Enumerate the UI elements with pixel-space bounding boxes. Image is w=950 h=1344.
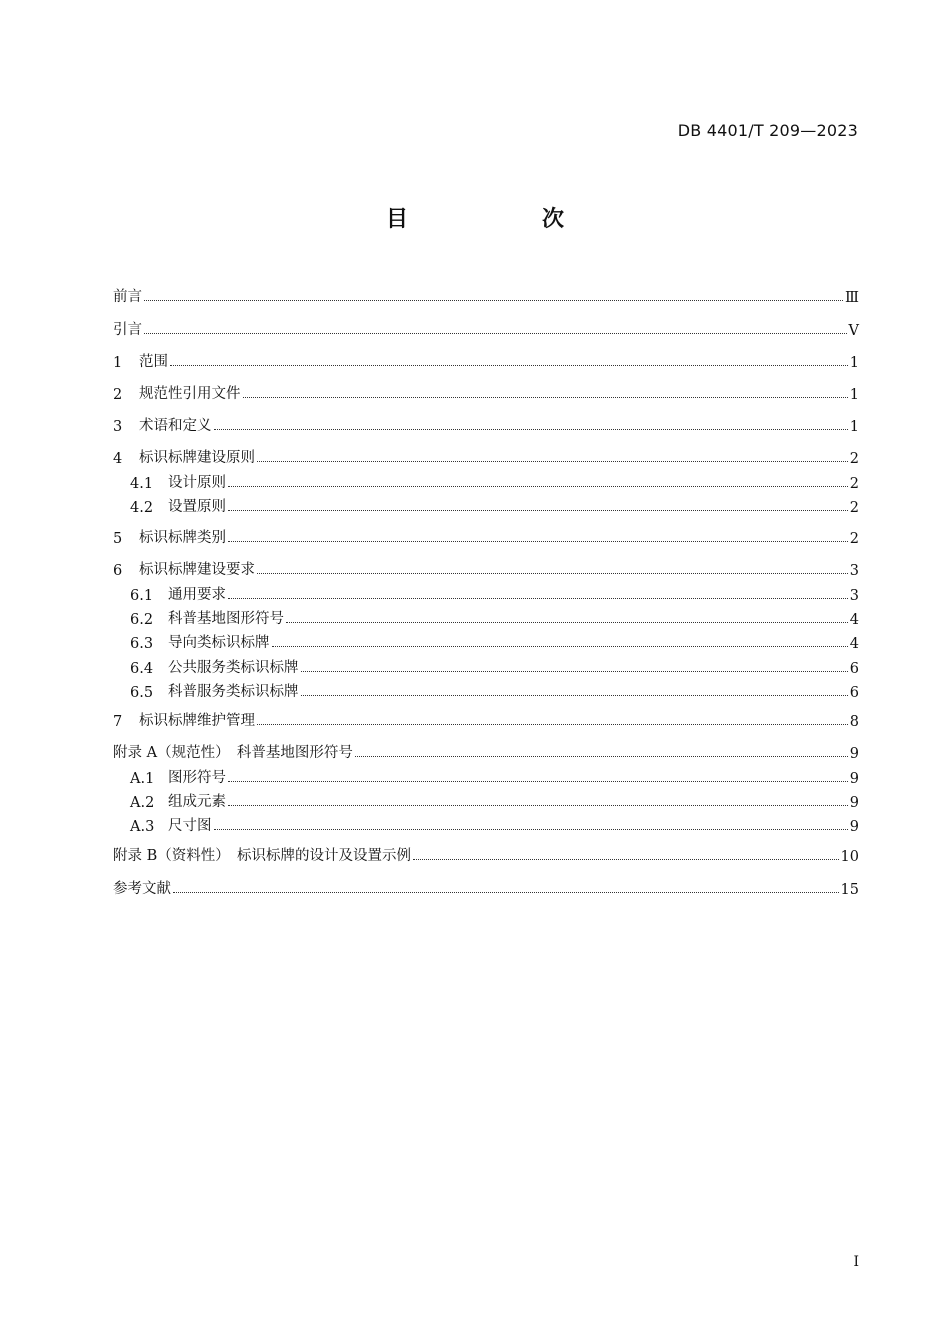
toc-entry[interactable] bbox=[113, 447, 859, 467]
toc-entry[interactable] bbox=[130, 791, 859, 811]
toc-entry[interactable] bbox=[113, 351, 859, 371]
toc-entry-label: 范围 bbox=[139, 354, 168, 370]
toc-dot-leader bbox=[228, 805, 848, 806]
toc-entry[interactable] bbox=[113, 527, 859, 547]
toc-entry-number: 3 bbox=[113, 419, 123, 435]
toc-entry[interactable] bbox=[130, 632, 859, 652]
toc-dot-leader bbox=[257, 573, 848, 574]
toc-dot-leader bbox=[257, 724, 848, 725]
toc-entry-page: 10 bbox=[840, 849, 859, 865]
toc-entry-page: 1 bbox=[849, 355, 859, 371]
toc-dot-leader bbox=[301, 695, 848, 696]
toc-dot-leader bbox=[243, 397, 848, 398]
toc-entry-number: 1 bbox=[113, 355, 123, 371]
toc-entry[interactable] bbox=[113, 742, 859, 762]
toc-entry-label: 参考文献 bbox=[113, 881, 171, 897]
toc-entry-page: 1 bbox=[849, 419, 859, 435]
toc-entry-number: A.3 bbox=[130, 819, 155, 835]
toc-entry[interactable] bbox=[113, 286, 859, 306]
toc-entry-label: 标识标牌建设要求 bbox=[139, 562, 255, 578]
toc-entry-page: 15 bbox=[840, 882, 859, 898]
document-code: DB 4401/T 209—2023 bbox=[677, 121, 858, 140]
toc-entry[interactable] bbox=[113, 319, 859, 339]
toc-dot-leader bbox=[286, 622, 848, 623]
toc-entry-page: 8 bbox=[849, 714, 859, 730]
toc-entry-page: 9 bbox=[849, 771, 859, 787]
toc-title: 目 次 bbox=[385, 207, 620, 232]
toc-entry-number: A.1 bbox=[130, 771, 155, 787]
toc-entry-label: 引言 bbox=[113, 322, 142, 338]
toc-entry-number: 6.2 bbox=[130, 612, 154, 628]
toc-entry-page: 6 bbox=[849, 661, 859, 677]
toc-entry-label: 公共服务类标识标牌 bbox=[168, 660, 299, 676]
toc-entry-label: 前言 bbox=[113, 289, 142, 305]
toc-entry-label: 导向类标识标牌 bbox=[168, 635, 270, 651]
toc-entry-label: 设计原则 bbox=[168, 475, 226, 491]
toc-entry-page: V bbox=[848, 323, 859, 339]
toc-entry[interactable] bbox=[130, 496, 859, 516]
toc-dot-leader bbox=[228, 541, 848, 542]
toc-entry-label: 尺寸图 bbox=[168, 818, 212, 834]
toc-dot-leader bbox=[214, 429, 848, 430]
toc-dot-leader bbox=[144, 300, 843, 301]
toc-dot-leader bbox=[144, 333, 847, 334]
toc-dot-leader bbox=[413, 859, 839, 860]
toc-entry-number: 6.1 bbox=[130, 588, 154, 604]
toc-entry[interactable] bbox=[113, 383, 859, 403]
toc-entry-number: 6.4 bbox=[130, 661, 154, 677]
toc-entry[interactable] bbox=[113, 878, 859, 898]
toc-entry-page: 2 bbox=[849, 531, 859, 547]
toc-entry[interactable] bbox=[113, 710, 859, 730]
toc-dot-leader bbox=[173, 892, 839, 893]
toc-dot-leader bbox=[228, 598, 848, 599]
toc-entry-label: 科普基地图形符号 bbox=[168, 611, 284, 627]
toc-entry[interactable] bbox=[113, 415, 859, 435]
toc-entry-label: 规范性引用文件 bbox=[139, 386, 241, 402]
toc-entry-number: 7 bbox=[113, 714, 123, 730]
toc-entry[interactable] bbox=[130, 608, 859, 628]
toc-entry-page: 6 bbox=[849, 685, 859, 701]
toc-entry[interactable] bbox=[130, 815, 859, 835]
toc-entry-number: 4.1 bbox=[130, 476, 154, 492]
toc-entry[interactable] bbox=[130, 681, 859, 701]
toc-entry-label: 标识标牌维护管理 bbox=[139, 713, 255, 729]
toc-dot-leader bbox=[301, 671, 848, 672]
toc-entry-page: 9 bbox=[849, 795, 859, 811]
toc-entry-label: 标识标牌建设原则 bbox=[139, 450, 255, 466]
toc-entry[interactable] bbox=[113, 845, 859, 865]
toc-entry-number: A.2 bbox=[130, 795, 155, 811]
toc-entry[interactable] bbox=[113, 559, 859, 579]
toc-entry-label: 组成元素 bbox=[168, 794, 226, 810]
toc-dot-leader bbox=[257, 461, 848, 462]
toc-entry-page: 9 bbox=[849, 819, 859, 835]
toc-entry-label: 标识标牌类别 bbox=[139, 530, 226, 546]
toc-entry[interactable] bbox=[130, 472, 859, 492]
toc-entry-number: 4.2 bbox=[130, 500, 154, 516]
toc-entry-page: 3 bbox=[849, 563, 859, 579]
toc-dot-leader bbox=[272, 646, 848, 647]
toc-entry-number: 6.5 bbox=[130, 685, 154, 701]
toc-entry-label: 设置原则 bbox=[168, 499, 226, 515]
toc-entry-page: 1 bbox=[849, 387, 859, 403]
toc-entry-page: 3 bbox=[849, 588, 859, 604]
toc-entry-number: 6 bbox=[113, 563, 123, 579]
toc-entry-page: 2 bbox=[849, 451, 859, 467]
toc-dot-leader bbox=[214, 829, 848, 830]
toc-dot-leader bbox=[170, 365, 848, 366]
toc-entry-number: 2 bbox=[113, 387, 123, 403]
toc-dot-leader bbox=[228, 781, 848, 782]
toc-entry-page: Ⅲ bbox=[845, 290, 859, 306]
toc-entry[interactable] bbox=[130, 584, 859, 604]
toc-entry-label: 附录 B（资料性） 标识标牌的设计及设置示例 bbox=[113, 848, 412, 864]
toc-entry-label: 图形符号 bbox=[168, 770, 226, 786]
toc-entry-number: 5 bbox=[113, 531, 123, 547]
toc-entry-label: 术语和定义 bbox=[139, 418, 212, 434]
toc-entry-number: 4 bbox=[113, 451, 123, 467]
toc-entry-number: 6.3 bbox=[130, 636, 154, 652]
toc-entry-label: 通用要求 bbox=[168, 587, 226, 603]
toc-entry[interactable] bbox=[130, 767, 859, 787]
toc-entry-label: 附录 A（规范性） 科普基地图形符号 bbox=[113, 745, 353, 761]
toc-entry-page: 2 bbox=[849, 476, 859, 492]
toc-entry-label: 科普服务类标识标牌 bbox=[168, 684, 299, 700]
toc-dot-leader bbox=[228, 486, 848, 487]
toc-entry-page: 4 bbox=[849, 612, 859, 628]
toc-entry-page: 2 bbox=[849, 500, 859, 516]
toc-entry-page: 4 bbox=[849, 636, 859, 652]
page-number: I bbox=[853, 1254, 859, 1270]
toc-entry[interactable] bbox=[130, 657, 859, 677]
toc-dot-leader bbox=[355, 756, 848, 757]
toc-dot-leader bbox=[228, 510, 848, 511]
toc-entry-page: 9 bbox=[849, 746, 859, 762]
